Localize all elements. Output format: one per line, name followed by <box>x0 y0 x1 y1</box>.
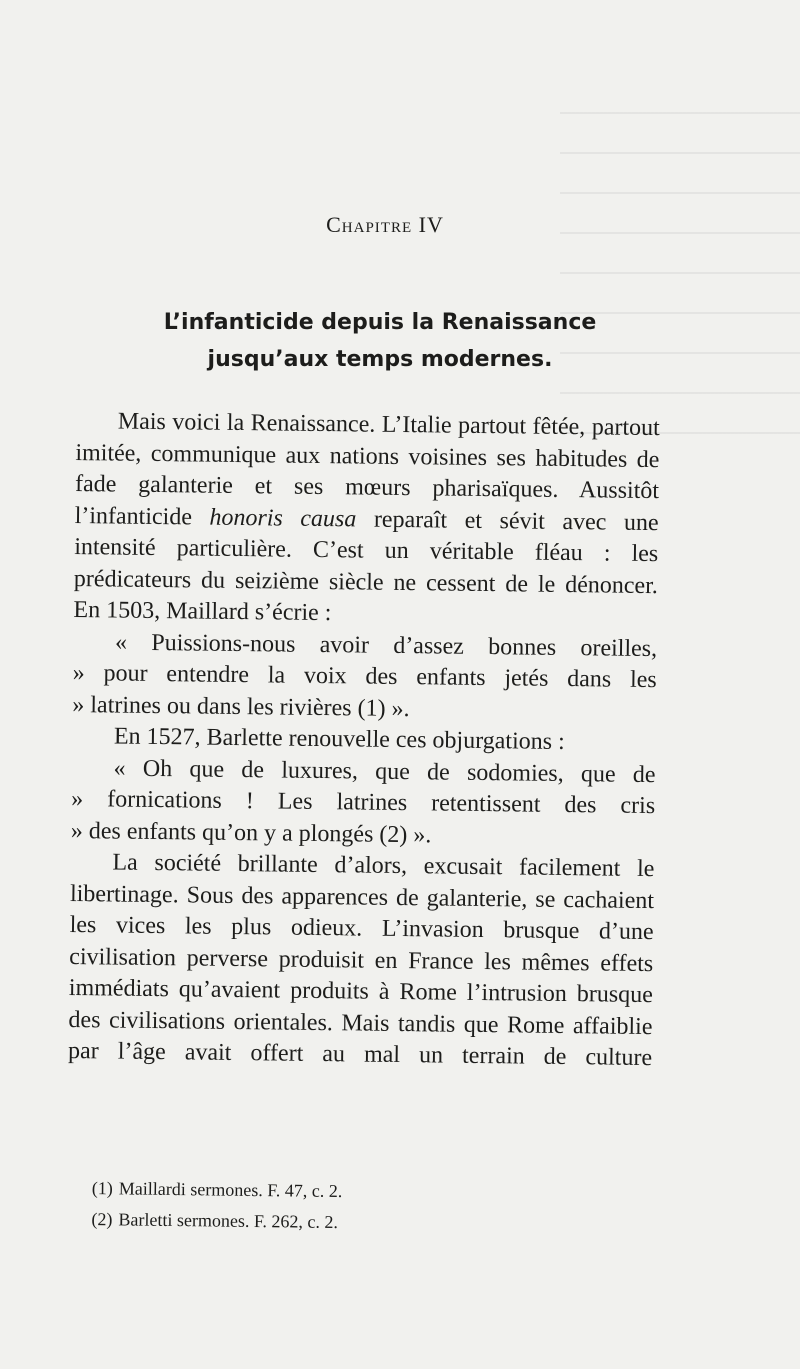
italic-phrase: honoris causa <box>209 504 357 532</box>
quote-2-line-2: » fornications ! Les latrines retentissent des cris <box>71 785 656 820</box>
footnote-text: Maillardi sermones. F. 47, c. 2. <box>118 1178 343 1202</box>
quote-1-line-1: « Puissions-nous avoir d’assez bonnes oreilles, <box>114 628 658 662</box>
quote-2-line-1: « Oh que de luxures, que de sodomies, que de <box>113 754 656 788</box>
quote-1-line-2: » pour entendre la voix des enfants jetés dans les <box>72 659 657 694</box>
chapter-title <box>100 304 660 378</box>
footnote-number: (2) <box>91 1208 113 1230</box>
footnote-2 <box>91 1204 511 1240</box>
paragraph-3: La société brillante d’alors, excusait facilement le libertinage. Sous des apparences de galanterie, se cachaient les vices les plus odieux. L’invasion brusque d’une civilisation perverse produisit en France les mêmes effets immédiats qu’avaient produits à Rome l’intrusion brusque des civilisations orientales. Mais tandis que Rome affaiblie par l’âge avait offert au mal un terrain de culture <box>67 849 655 1072</box>
paragraph-2: En 1527, Barlette renouvelle ces objurgations : <box>113 723 565 755</box>
quote-2-line-3: » des enfants qu’on y a plongés (2) ». <box>70 817 432 848</box>
footnote-text: Barletti sermones. F. 262, c. 2. <box>118 1209 339 1233</box>
paragraph-1: Mais voici la Renaissance. L’Italie partout fêtée, partout imitée, communique aux nations voisines ses habitudes de fade galanterie et ses mœurs pharisaïques. Aussitôt l’infanticide honoris causa reparaît et sévit avec une intensité particulière. C’est un véritable fléau : les prédicateurs du seizième siècle ne cessent de le dénoncer. En 1503, Maillard s’écrie : <box>73 408 660 627</box>
quote-1-line-3: » latrines ou dans les rivières (1) ». <box>72 691 410 722</box>
footnotes <box>91 1173 512 1240</box>
footnote-number: (1) <box>91 1177 113 1199</box>
body-text <box>68 406 660 1075</box>
footnote-1 <box>92 1173 512 1209</box>
chapter-title-line-2: jusqu’aux temps modernes. <box>207 347 553 372</box>
chapter-label: Chapitre IV <box>326 212 444 237</box>
chapter-title-line-1: L’infanticide depuis la Renaissance <box>163 310 597 335</box>
